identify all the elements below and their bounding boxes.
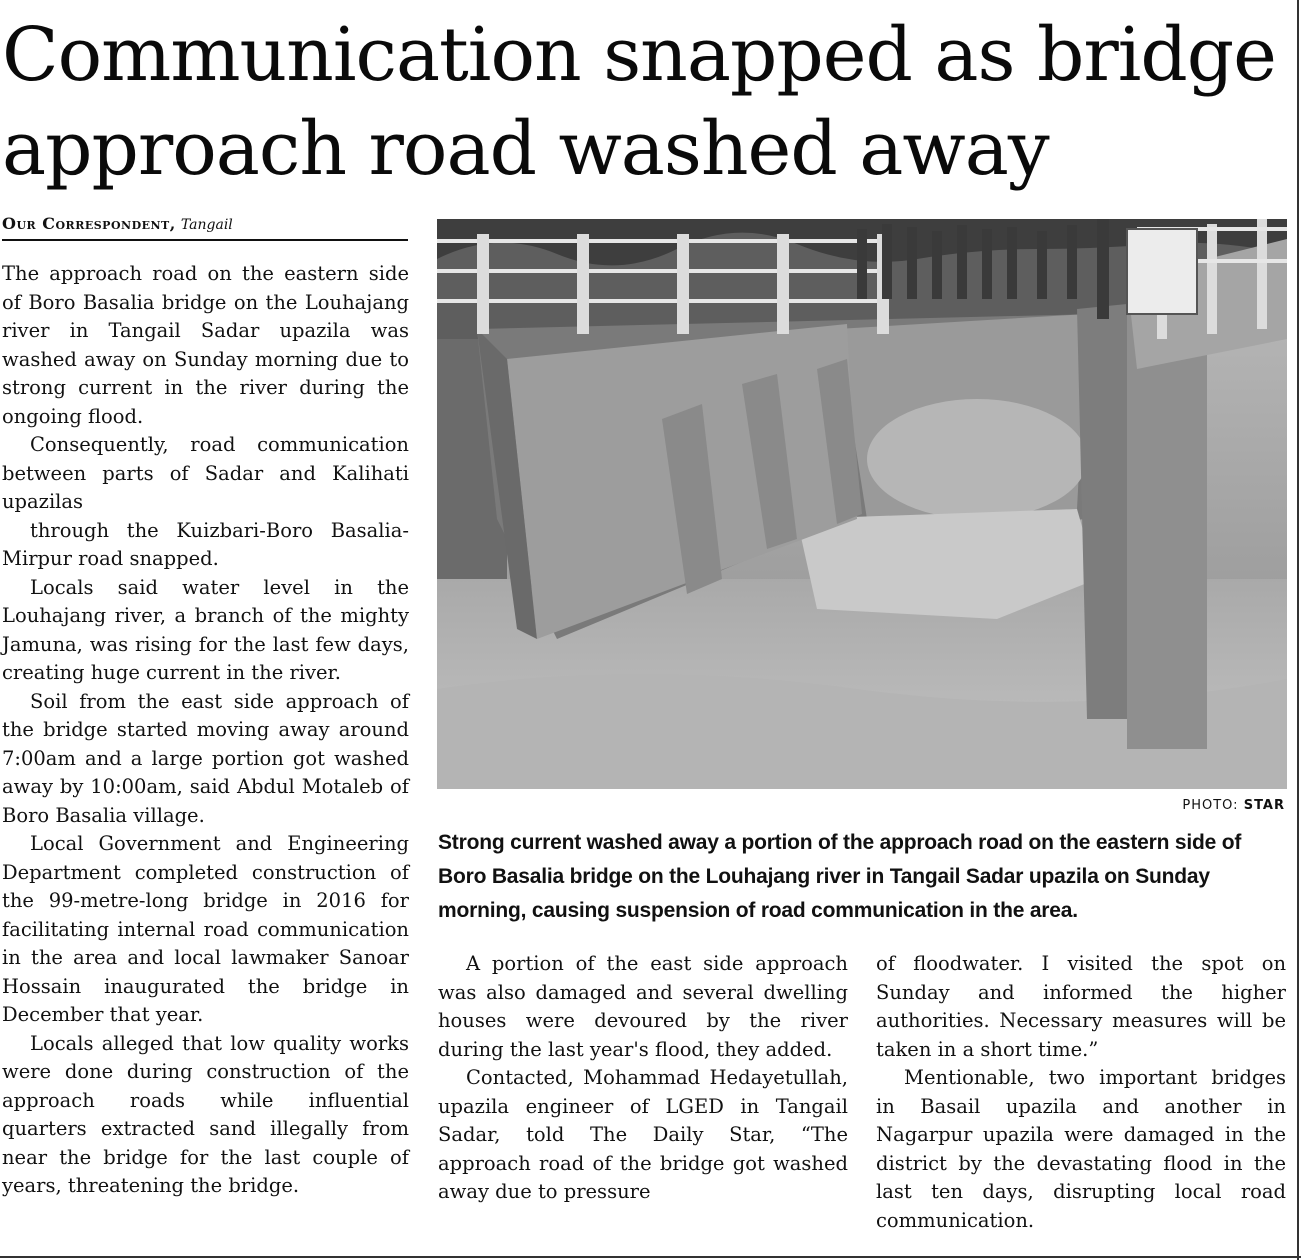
headline: Communication snapped as bridge approach road washed away (2, 12, 1276, 192)
article-paragraph: through the Kuizbari-Boro Basalia-Mirpur road snapped. (2, 518, 409, 570)
article-paragraph: The approach road on the eastern side of Boro Basalia bridge on the Louhajang river in Tangail Sadar upazila was washed away on Sunday morning due to strong current in the river during the ongoing flood. (2, 262, 409, 428)
byline-author: Our Correspondent, (2, 214, 176, 233)
article-column-2 (438, 950, 848, 1207)
bridge-photo-illustration (437, 219, 1287, 789)
photo-caption: Strong current washed away a portion of the approach road on the eastern side of Boro Basalia bridge on the Louhajang river in Tangail Sadar upazila on Sunday morning, causing suspension of road communication in the area. (438, 831, 1242, 922)
photo-credit-prefix: PHOTO: (1182, 798, 1239, 813)
page-border-bottom (0, 1256, 1301, 1258)
article-paragraph: Locals said water level in the Louhajang river, a branch of the mighty Jamuna, was rising for the last few days, creating huge current in the river. (2, 575, 409, 684)
article-paragraph: Mentionable, two important bridges in Basail upazila and another in Nagarpur upazila were damaged in the district by the devastating flood in the last ten days, disrupting local road communication. (876, 1066, 1286, 1232)
photo-credit (1182, 798, 1285, 813)
article-paragraph: A portion of the east side approach was also damaged and several dwelling houses were devoured by the river during the last year's flood, they added. (438, 952, 848, 1061)
article-paragraph: Consequently, road communication between parts of Sadar and Kalihati upazilas (2, 433, 409, 513)
article-column-1 (2, 260, 409, 1201)
photo-credit-source: STAR (1243, 798, 1285, 813)
byline-location: Tangail (180, 217, 233, 233)
byline (2, 214, 408, 241)
article-paragraph: Contacted, Mohammad Hedayetullah, upazila engineer of LGED in Tangail Sadar, told The Daily Star, “The approach road of the bridge got washed away due to pressure (438, 1066, 848, 1203)
article-paragraph: Soil from the east side approach of the bridge started moving away around 7:00am and a large portion got washed away by 10:00am, said Abdul Motaleb of Boro Basalia village. (2, 689, 409, 827)
article-paragraph: of floodwater. I visited the spot on Sunday and informed the higher authorities. Necessary measures will be taken in a short time.” (876, 952, 1286, 1061)
article-paragraph: Local Government and Engineering Department completed construction of the 99-metre-long bridge in 2016 for facilitating internal road communication in the area and local lawmaker Sanoar Hossain inaugurated the bridge in December that year. (2, 832, 409, 1026)
news-photo (437, 219, 1287, 789)
page-border-right (1297, 0, 1299, 1260)
article-paragraph: Locals alleged that low quality works were done during construction of the approach roads while influential quarters extracted sand illegally from near the bridge for the last couple of years, threatening the bridge. (2, 1031, 409, 1197)
article-column-3 (876, 950, 1286, 1235)
